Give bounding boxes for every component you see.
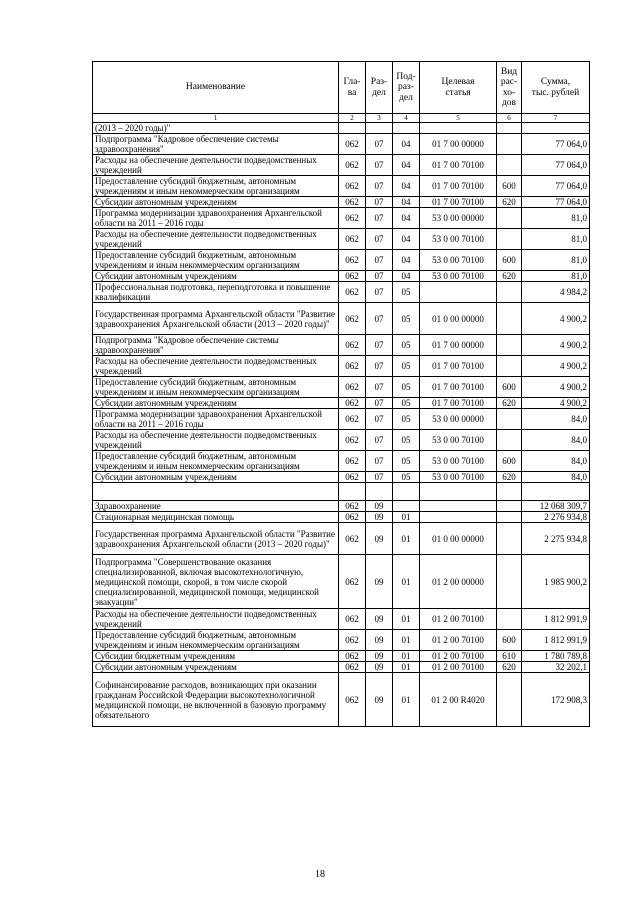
cell-sum: 1 780 789,8 [522,651,590,662]
table-row [93,630,590,651]
table-row [93,472,590,483]
cell-vid [497,555,522,609]
cell-target [420,483,497,501]
cell-name: Расходы на обеспечение деятельности подведомственных учреждений [93,155,339,176]
cell-target: 01 2 00 70100 [420,662,497,673]
cell-target [420,501,497,512]
cell-sum: 84,0 [522,430,590,451]
cell-razdel: 07 [366,155,393,176]
cell-sum [522,123,590,134]
cell-razdel [366,123,393,134]
header-razdel-text: Раз- дел [370,77,388,98]
cell-podrazdel: 01 [393,523,420,555]
cell-name: Расходы на обеспечение деятельности подведомственных учреждений [93,430,339,451]
cell-glava: 062 [339,472,366,483]
cell-podrazdel: 05 [393,430,420,451]
table-row [93,155,590,176]
table-row [93,673,590,727]
cell-razdel: 09 [366,555,393,609]
cell-vid [497,208,522,229]
cell-vid [497,483,522,501]
cell-sum: 12 068 309,7 [522,501,590,512]
table-row [93,208,590,229]
cell-name: Предоставление субсидий бюджетным, автономным учреждениям и иным некоммерческим организациям [93,377,339,398]
cell-vid [497,430,522,451]
cell-glava: 062 [339,451,366,472]
column-number: 1 [93,114,339,123]
cell-glava [339,123,366,134]
cell-sum: 1 985 900,2 [522,555,590,609]
cell-vid [497,282,522,303]
table-row [93,282,590,303]
cell-sum: 77 064,0 [522,134,590,155]
cell-podrazdel: 05 [393,335,420,356]
table-row [93,398,590,409]
cell-target: 53 0 00 70100 [420,250,497,271]
budget-table [92,61,590,727]
cell-sum: 77 064,0 [522,155,590,176]
table-row [93,409,590,430]
column-number: 5 [420,114,497,123]
cell-target: 53 0 00 70100 [420,430,497,451]
cell-podrazdel [393,123,420,134]
cell-sum: 77 064,0 [522,197,590,208]
cell-podrazdel [393,501,420,512]
header-name [93,62,339,114]
cell-podrazdel: 04 [393,208,420,229]
cell-podrazdel: 01 [393,555,420,609]
header-sum-text: Сумма, тыс. рублей [531,77,580,98]
cell-razdel [366,483,393,501]
cell-name: Программа модернизации здравоохранения Архангельской области на 2011 – 2016 годы [93,409,339,430]
table-row [93,512,590,523]
cell-target: 01 7 00 70100 [420,176,497,197]
table-row [93,271,590,282]
header-podrazdel [393,62,420,114]
cell-target: 53 0 00 00000 [420,208,497,229]
cell-name: (2013 – 2020 годы)" [93,123,339,134]
cell-podrazdel: 04 [393,197,420,208]
cell-name: Программа модернизации здравоохранения Архангельской области на 2011 – 2016 годы [93,208,339,229]
cell-podrazdel: 05 [393,282,420,303]
cell-name [93,483,339,501]
cell-glava: 062 [339,512,366,523]
cell-glava: 062 [339,250,366,271]
cell-vid [497,335,522,356]
cell-razdel: 09 [366,609,393,630]
table-row [93,134,590,155]
cell-sum: 84,0 [522,451,590,472]
header-target-text: Целевая статья [441,77,475,98]
cell-glava: 062 [339,409,366,430]
cell-podrazdel: 04 [393,134,420,155]
column-number: 6 [497,114,522,123]
cell-name: Расходы на обеспечение деятельности подведомственных учреждений [93,609,339,630]
cell-razdel: 07 [366,356,393,377]
cell-glava: 062 [339,335,366,356]
cell-podrazdel: 01 [393,651,420,662]
cell-razdel: 07 [366,250,393,271]
cell-podrazdel: 04 [393,229,420,250]
cell-vid: 600 [497,176,522,197]
cell-sum: 84,0 [522,409,590,430]
cell-podrazdel: 01 [393,630,420,651]
cell-name: Подпрограмма "Кадровое обеспечение системы здравоохранения" [93,335,339,356]
cell-razdel: 07 [366,335,393,356]
table-row [93,250,590,271]
cell-glava [339,483,366,501]
cell-target: 01 2 00 70100 [420,651,497,662]
cell-vid: 600 [497,250,522,271]
cell-vid [497,134,522,155]
header-glava [339,62,366,114]
cell-sum: 172 908,3 [522,673,590,727]
header-glava-text: Гла- ва [343,77,361,98]
cell-glava: 062 [339,176,366,197]
cell-vid [497,501,522,512]
cell-name: Расходы на обеспечение деятельности подведомственных учреждений [93,356,339,377]
cell-glava: 062 [339,673,366,727]
cell-target: 01 7 00 00000 [420,335,497,356]
cell-sum: 4 900,2 [522,398,590,409]
header-name-text: Наименование [185,82,246,93]
cell-name: Здравоохранение [93,501,339,512]
cell-sum: 1 812 991,9 [522,609,590,630]
cell-podrazdel: 04 [393,176,420,197]
cell-razdel: 07 [366,409,393,430]
cell-razdel: 07 [366,271,393,282]
cell-vid [497,409,522,430]
cell-vid [497,123,522,134]
cell-glava: 062 [339,377,366,398]
cell-target: 53 0 00 70100 [420,451,497,472]
cell-sum: 2 275 934,8 [522,523,590,555]
cell-podrazdel: 05 [393,472,420,483]
cell-target [420,123,497,134]
cell-vid: 600 [497,451,522,472]
table-row [93,483,590,501]
cell-name: Субсидии автономным учреждениям [93,197,339,208]
table-row [93,123,590,134]
page-number: 18 [315,869,325,880]
cell-name: Субсидии автономным учреждениям [93,662,339,673]
cell-glava: 062 [339,501,366,512]
cell-glava: 062 [339,523,366,555]
cell-name: Субсидии автономным учреждениям [93,271,339,282]
cell-podrazdel: 05 [393,356,420,377]
cell-glava: 062 [339,630,366,651]
column-number: 3 [366,114,393,123]
cell-vid: 620 [497,662,522,673]
cell-glava: 062 [339,303,366,335]
cell-name: Предоставление субсидий бюджетным, автономным учреждениям и иным некоммерческим организациям [93,176,339,197]
header-sum [522,62,590,114]
cell-vid [497,673,522,727]
cell-target [420,282,497,303]
header-razdel [366,62,393,114]
cell-target: 01 0 00 00000 [420,303,497,335]
table-row [93,197,590,208]
cell-sum: 4 900,2 [522,377,590,398]
cell-podrazdel: 04 [393,250,420,271]
cell-glava: 062 [339,609,366,630]
cell-target: 01 2 00 00000 [420,555,497,609]
table-row [93,430,590,451]
cell-name: Субсидии автономным учреждениям [93,398,339,409]
table-row [93,377,590,398]
cell-name: Подпрограмма "Кадровое обеспечение системы здравоохранения" [93,134,339,155]
cell-vid [497,303,522,335]
cell-vid: 610 [497,651,522,662]
cell-target: 01 7 00 70100 [420,356,497,377]
cell-razdel: 09 [366,512,393,523]
cell-target: 01 7 00 70100 [420,197,497,208]
cell-vid [497,523,522,555]
cell-podrazdel: 04 [393,155,420,176]
cell-name: Государственная программа Архангельской области "Развитие здравоохранения Архангельской области (2013 – 2020 годы)" [93,523,339,555]
cell-sum: 4 900,2 [522,335,590,356]
cell-name: Предоставление субсидий бюджетным, автономным учреждениям и иным некоммерческим организациям [93,630,339,651]
cell-sum: 1 812 991,9 [522,630,590,651]
cell-sum: 81,0 [522,271,590,282]
cell-sum: 2 276 934,8 [522,512,590,523]
cell-name: Подпрограмма "Совершенствование оказания специализированной, включая высокотехнологичную, медицинской помощи, скорой, в том числе скорой специализированной, медицинской помощи, медицинской эвакуации" [93,555,339,609]
table-row [93,501,590,512]
cell-name: Субсидии автономным учреждениям [93,472,339,483]
cell-glava: 062 [339,197,366,208]
cell-razdel: 07 [366,303,393,335]
cell-vid: 620 [497,271,522,282]
cell-name: Субсидии бюджетным учреждениям [93,651,339,662]
cell-podrazdel: 05 [393,451,420,472]
cell-razdel: 07 [366,208,393,229]
cell-vid [497,609,522,630]
cell-podrazdel: 05 [393,398,420,409]
cell-glava: 062 [339,271,366,282]
cell-name: Стационарная медицинская помощь [93,512,339,523]
cell-target [420,512,497,523]
cell-sum [522,483,590,501]
cell-sum: 84,0 [522,472,590,483]
cell-razdel: 09 [366,630,393,651]
cell-target: 53 0 00 70100 [420,472,497,483]
cell-glava: 062 [339,134,366,155]
cell-razdel: 07 [366,197,393,208]
column-number: 4 [393,114,420,123]
cell-target: 53 0 00 70100 [420,271,497,282]
cell-vid [497,229,522,250]
table-row [93,176,590,197]
cell-podrazdel: 01 [393,609,420,630]
table-row [93,356,590,377]
cell-glava: 062 [339,229,366,250]
cell-razdel: 07 [366,472,393,483]
cell-razdel: 09 [366,651,393,662]
cell-name: Предоставление субсидий бюджетным, автономным учреждениям и иным некоммерческим организациям [93,250,339,271]
cell-razdel: 07 [366,229,393,250]
cell-razdel: 07 [366,451,393,472]
header-vid-text: Вид рас- хо- дов [500,66,518,108]
cell-sum: 77 064,0 [522,176,590,197]
cell-glava: 062 [339,555,366,609]
cell-glava: 062 [339,282,366,303]
cell-sum: 81,0 [522,250,590,271]
cell-target: 01 7 00 70100 [420,155,497,176]
table-row [93,303,590,335]
cell-vid: 620 [497,197,522,208]
table-row [93,651,590,662]
cell-razdel: 07 [366,398,393,409]
table-row [93,523,590,555]
cell-sum: 4 900,2 [522,303,590,335]
cell-podrazdel: 01 [393,512,420,523]
cell-name: Государственная программа Архангельской области "Развитие здравоохранения Архангельской области (2013 – 2020 годы)" [93,303,339,335]
cell-glava: 062 [339,155,366,176]
cell-vid: 620 [497,398,522,409]
cell-vid [497,356,522,377]
cell-vid: 600 [497,377,522,398]
cell-sum: 32 202,1 [522,662,590,673]
header-podrazdel-text: Под- раз- дел [396,71,416,103]
cell-name: Предоставление субсидий бюджетным, автономным учреждениям и иным некоммерческим организациям [93,451,339,472]
cell-target: 01 2 00 70100 [420,630,497,651]
cell-target: 53 0 00 70100 [420,229,497,250]
header-target [420,62,497,114]
cell-target: 01 2 00 R4020 [420,673,497,727]
cell-podrazdel [393,483,420,501]
table-row [93,662,590,673]
cell-razdel: 07 [366,282,393,303]
cell-name: Профессиональная подготовка, переподготовка и повышение квалификации [93,282,339,303]
cell-podrazdel: 04 [393,271,420,282]
cell-target: 01 7 00 70100 [420,377,497,398]
cell-razdel: 07 [366,134,393,155]
cell-name: Софинансирование расходов, возникающих при оказании гражданам Российской Федерации высокотехнологичной медицинской помощи, не включенной в базовую программу обязательного [93,673,339,727]
cell-podrazdel: 05 [393,303,420,335]
cell-razdel: 07 [366,377,393,398]
column-number: 2 [339,114,366,123]
cell-podrazdel: 05 [393,409,420,430]
cell-razdel: 09 [366,501,393,512]
cell-razdel: 07 [366,176,393,197]
cell-glava: 062 [339,651,366,662]
cell-vid: 600 [497,630,522,651]
cell-sum: 81,0 [522,208,590,229]
table-row [93,335,590,356]
cell-razdel: 07 [366,430,393,451]
table-row [93,451,590,472]
cell-podrazdel: 01 [393,662,420,673]
table-row [93,229,590,250]
cell-glava: 062 [339,662,366,673]
table-row [93,609,590,630]
header-vid [497,62,522,114]
cell-sum: 4 984,2 [522,282,590,303]
cell-target: 01 2 00 70100 [420,609,497,630]
cell-razdel: 09 [366,523,393,555]
cell-glava: 062 [339,398,366,409]
cell-sum: 81,0 [522,229,590,250]
cell-target: 01 7 00 70100 [420,398,497,409]
table-body [93,123,590,727]
table-header-row [93,62,590,114]
cell-target: 01 7 00 00000 [420,134,497,155]
column-number-row [93,114,590,123]
cell-razdel: 09 [366,662,393,673]
column-number: 7 [522,114,590,123]
cell-podrazdel: 05 [393,377,420,398]
cell-glava: 062 [339,430,366,451]
cell-vid [497,512,522,523]
cell-glava: 062 [339,208,366,229]
cell-vid: 620 [497,472,522,483]
cell-razdel: 09 [366,673,393,727]
cell-vid [497,155,522,176]
table-row [93,555,590,609]
cell-target: 53 0 00 00000 [420,409,497,430]
cell-name: Расходы на обеспечение деятельности подведомственных учреждений [93,229,339,250]
cell-target: 01 0 00 00000 [420,523,497,555]
cell-sum: 4 900,2 [522,356,590,377]
cell-glava: 062 [339,356,366,377]
cell-podrazdel: 01 [393,673,420,727]
